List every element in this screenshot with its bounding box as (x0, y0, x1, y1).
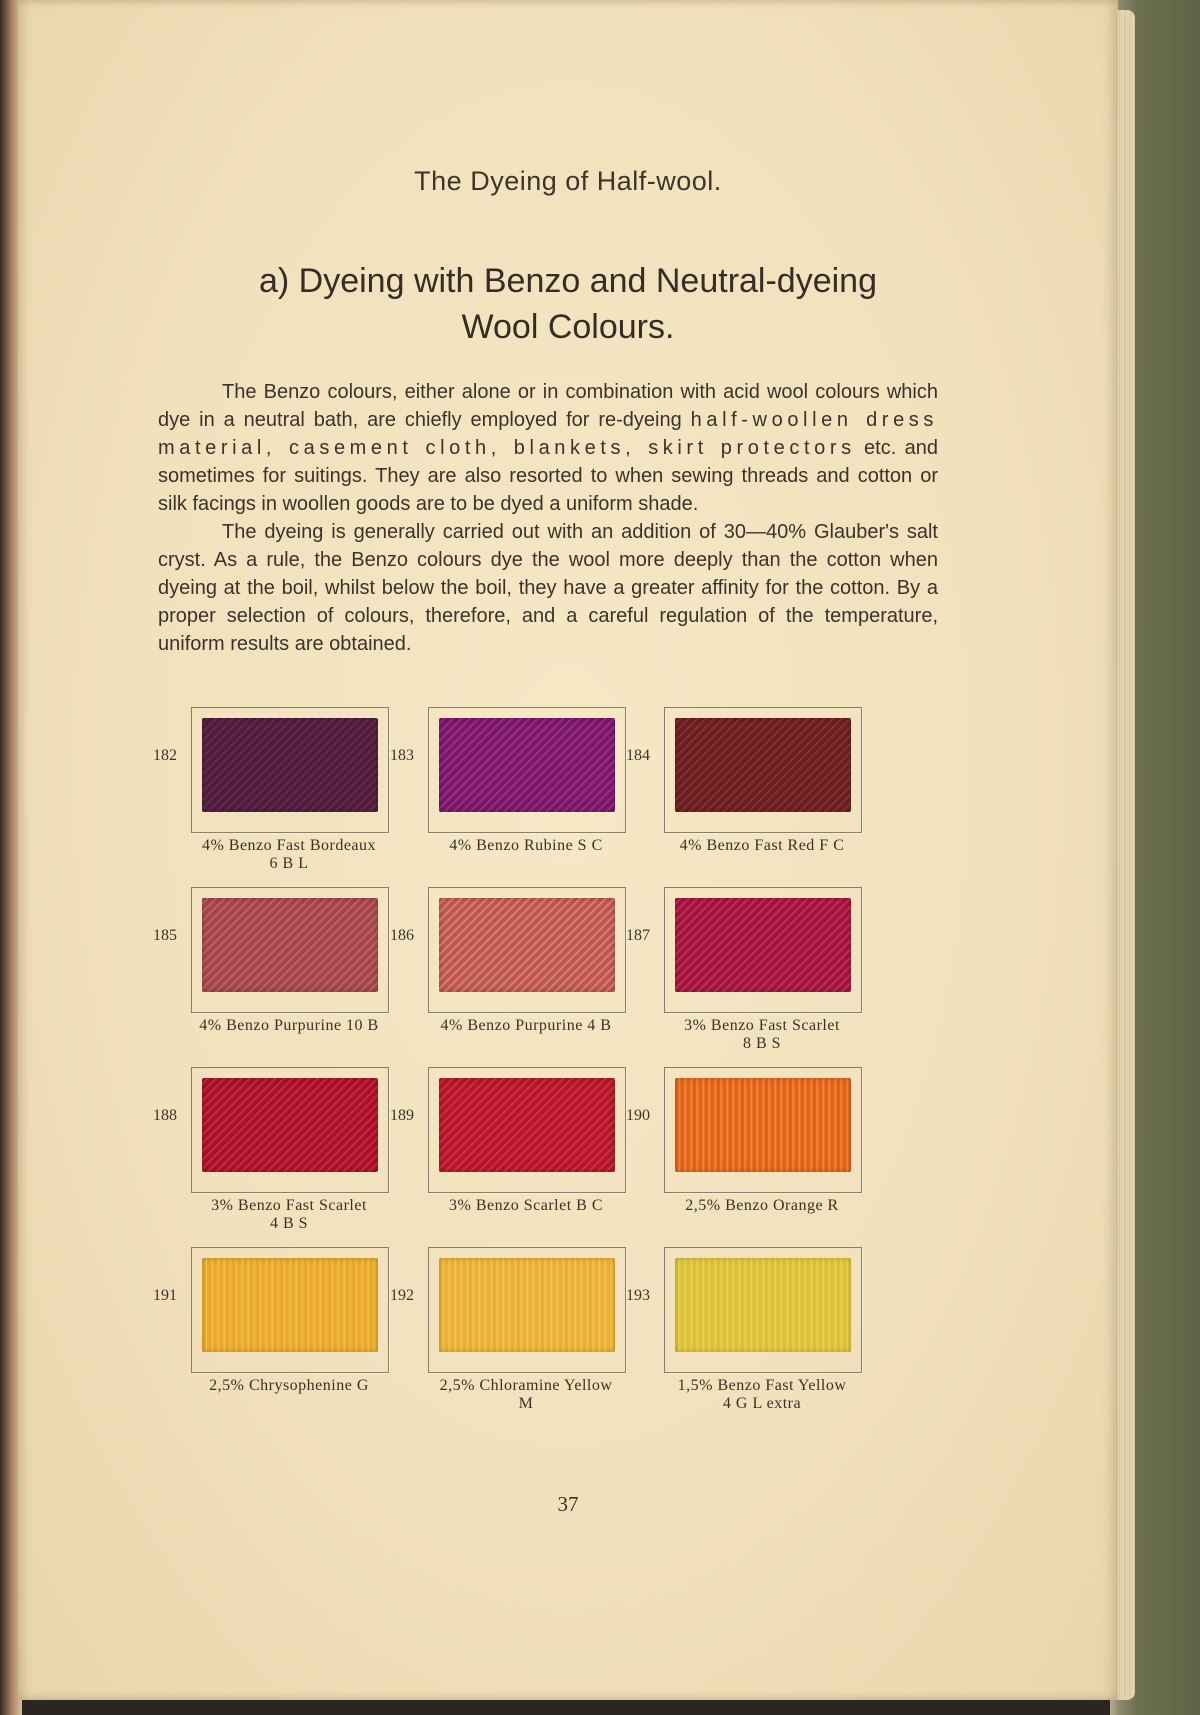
swatch-number: 190 (626, 1107, 650, 1124)
paragraph-2: The dyeing is generally carried out with an addition of 30—40% Glauber's salt cryst. As a rule, the Benzo colours dye the wool more deeply than the cotton when dyeing at the boil, whilst below the boil, they have a greater affinity for the cotton. By a proper selection of colours, therefore, and a careful regulation of the temperature, uniform results are obtained. (158, 521, 938, 655)
swatch-frame (428, 707, 626, 833)
paragraph-1-part-c: etc. and sometimes for suitings. They are also resorted to when sewing threads and cotton or silk facings in woollen goods are to be dyed a uniform shade. (158, 437, 938, 515)
swatch-label (652, 837, 872, 855)
swatch-frame (664, 887, 862, 1013)
swatch-frame (428, 1247, 626, 1373)
section-title (18, 258, 1118, 350)
swatch-label-line-1: 3% Benzo Scarlet B C (449, 1197, 603, 1214)
fabric-sample (675, 898, 851, 992)
fabric-sample (439, 1258, 615, 1352)
swatch-number: 192 (390, 1287, 414, 1304)
book-page (18, 0, 1118, 1700)
swatch-frame (664, 1067, 862, 1193)
section-title-line-2: Wool Colours. (461, 308, 675, 346)
swatch-label (416, 1017, 636, 1035)
swatch-label (179, 1377, 399, 1395)
swatch-label-line-1: 4% Benzo Rubine S C (449, 837, 603, 854)
fabric-sample (202, 718, 378, 812)
swatch-label-line-2: 8 B S (742, 1035, 782, 1052)
swatch-number: 185 (153, 927, 177, 944)
body-text (158, 378, 938, 658)
swatch-number: 188 (153, 1107, 177, 1124)
swatch-label-line-1: 4% Benzo Fast Red F C (679, 837, 845, 854)
paragraph-1 (158, 378, 938, 518)
swatch-label-line-2: 4 B S (269, 1215, 309, 1232)
swatch-frame (428, 887, 626, 1013)
swatch-label-line-1: 2,5% Chrysophenine G (209, 1377, 369, 1394)
swatch-label (416, 837, 636, 855)
swatch-label-line-1: 2,5% Chloramine Yellow (439, 1377, 613, 1394)
fabric-sample (675, 1078, 851, 1172)
swatch-label (416, 1197, 636, 1215)
swatch-frame (664, 707, 862, 833)
swatch-label (652, 1377, 872, 1413)
fabric-sample (439, 898, 615, 992)
swatch-label-line-2: 4 G L extra (722, 1395, 802, 1412)
swatch-frame (191, 887, 389, 1013)
paragraph-1-emphasis: half-woollen dress material, casement cloth, blankets, skirt protectors (158, 409, 938, 459)
fabric-sample (439, 718, 615, 812)
swatch-number: 183 (390, 747, 414, 764)
swatch-frame (191, 1247, 389, 1373)
swatch-label-line-1: 2,5% Benzo Orange R (685, 1197, 839, 1214)
swatch-label-line-2: 6 B L (269, 855, 309, 872)
fabric-sample (675, 718, 851, 812)
swatch-label (652, 1197, 872, 1215)
fabric-sample (439, 1078, 615, 1172)
swatch-label (652, 1017, 872, 1053)
running-head: The Dyeing of Half-wool. (414, 166, 722, 196)
fabric-sample (202, 898, 378, 992)
paragraph-1-part-a: The Benzo colours, either alone or in combination with acid wool colours which dye in a neutral bath, are chiefly employed for re-dyeing (158, 381, 938, 431)
swatch-number: 182 (153, 747, 177, 764)
swatch-label (179, 837, 399, 873)
swatch-number: 191 (153, 1287, 177, 1304)
swatch-number: 193 (626, 1287, 650, 1304)
swatch-frame (191, 707, 389, 833)
swatch-label-line-1: 1,5% Benzo Fast Yellow (677, 1377, 847, 1394)
swatch-frame (428, 1067, 626, 1193)
swatch-label-line-1: 4% Benzo Purpurine 10 B (199, 1017, 379, 1034)
fabric-sample (202, 1258, 378, 1352)
swatch-label-line-2: M (518, 1395, 534, 1412)
swatch-number: 184 (626, 747, 650, 764)
swatch-number: 189 (390, 1107, 414, 1124)
page-number: 37 (557, 1492, 579, 1516)
swatch-frame (191, 1067, 389, 1193)
swatch-label-line-1: 4% Benzo Purpurine 4 B (440, 1017, 612, 1034)
swatch-label-line-1: 3% Benzo Fast Scarlet (684, 1017, 840, 1034)
swatch-label (416, 1377, 636, 1413)
swatch-frame (664, 1247, 862, 1373)
swatch-label-line-1: 3% Benzo Fast Scarlet (211, 1197, 367, 1214)
fabric-sample (675, 1258, 851, 1352)
swatch-label (179, 1197, 399, 1233)
swatch-number: 187 (626, 927, 650, 944)
section-title-line-1: a) Dyeing with Benzo and Neutral-dyeing (258, 262, 877, 300)
swatch-number: 186 (390, 927, 414, 944)
fabric-sample (202, 1078, 378, 1172)
swatch-label (179, 1017, 399, 1035)
swatch-label-line-1: 4% Benzo Fast Bordeaux (201, 837, 377, 854)
